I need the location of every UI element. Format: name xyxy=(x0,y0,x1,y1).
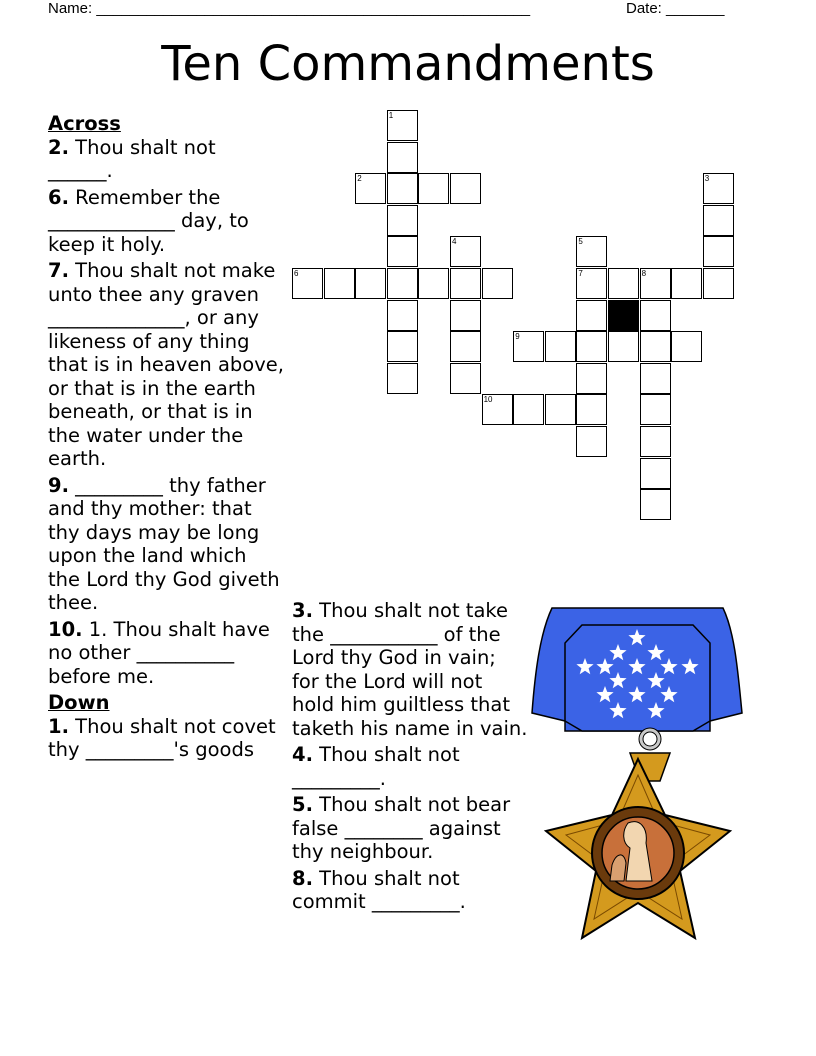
across-clue xyxy=(48,186,284,257)
grid-cell[interactable] xyxy=(355,173,386,204)
name-field-label[interactable]: Name: ____________________________________________________ xyxy=(48,0,531,17)
clue-text: Thou shalt not ______. xyxy=(48,135,216,182)
grid-cell-number: 1 xyxy=(388,111,394,120)
grid-cell[interactable] xyxy=(545,394,576,425)
grid-cell[interactable] xyxy=(450,236,481,267)
grid-black-cell xyxy=(608,300,639,331)
across-clue xyxy=(48,136,284,183)
clue-number: 2. xyxy=(48,135,69,159)
grid-cell[interactable] xyxy=(703,236,734,267)
clue-text: Thou shalt not _________. xyxy=(292,743,460,790)
grid-cell[interactable] xyxy=(545,331,576,362)
clue-text: 1. Thou shalt have no other __________ before me. xyxy=(48,617,270,688)
down-clue xyxy=(292,599,528,740)
grid-cell[interactable] xyxy=(513,331,544,362)
grid-cell-number: 2 xyxy=(357,174,362,184)
grid-cell[interactable] xyxy=(640,394,671,425)
grid-cell[interactable] xyxy=(640,489,671,520)
grid-cell[interactable] xyxy=(450,300,481,331)
grid-cell[interactable] xyxy=(576,236,607,267)
grid-cell[interactable] xyxy=(576,394,607,425)
clue-text: Thou shalt not commit _________. xyxy=(292,866,466,913)
grid-cell[interactable] xyxy=(640,363,671,394)
grid-cell[interactable] xyxy=(671,268,702,299)
grid-cell[interactable] xyxy=(450,331,481,362)
down-clue xyxy=(292,743,528,790)
grid-cell[interactable] xyxy=(387,363,418,394)
grid-cell[interactable] xyxy=(387,300,418,331)
grid-cell[interactable] xyxy=(576,300,607,331)
grid-cell-number: 10 xyxy=(483,395,493,405)
grid-cell[interactable] xyxy=(418,268,449,299)
grid-cell[interactable] xyxy=(387,142,418,173)
clue-number: 8. xyxy=(292,866,313,890)
clue-number: 7. xyxy=(48,259,69,282)
grid-cell[interactable] xyxy=(482,268,513,299)
grid-cell[interactable] xyxy=(703,205,734,236)
medal-of-honor-icon xyxy=(530,603,745,948)
grid-cell-number: 8 xyxy=(641,269,647,278)
across-clue xyxy=(48,618,284,689)
clue-text: Thou shalt not make unto thee any graven ______________, or any likeness of any thing that is in heaven above, or that is in the earth beneath, or that is in the water under the earth. xyxy=(48,259,284,470)
grid-cell[interactable] xyxy=(640,426,671,457)
header-line xyxy=(48,0,748,20)
grid-cell[interactable] xyxy=(576,363,607,394)
clue-number: 5. xyxy=(292,793,313,816)
date-field-label[interactable]: Date: _______ xyxy=(626,0,725,17)
grid-cell[interactable] xyxy=(608,268,639,299)
grid-cell-number: 5 xyxy=(578,237,583,247)
grid-cell[interactable] xyxy=(387,173,418,204)
down-clue xyxy=(48,715,284,762)
clue-number: 3. xyxy=(292,599,313,622)
clue-number: 1. xyxy=(48,714,69,738)
grid-cell[interactable] xyxy=(324,268,355,299)
clue-text: Thou shalt not bear false ________ against thy neighbour. xyxy=(292,793,511,863)
clue-text: Thou shalt not take the ___________ of the Lord thy God in vain; for the Lord will not hold him guiltless that taketh his name in vain. xyxy=(292,599,528,740)
grid-cell[interactable] xyxy=(387,236,418,267)
grid-cell[interactable] xyxy=(482,394,513,425)
grid-cell[interactable] xyxy=(387,331,418,362)
grid-cell-number: 6 xyxy=(294,269,299,278)
suspension-ring-inner xyxy=(641,730,659,748)
grid-cell[interactable] xyxy=(576,426,607,457)
across-clue xyxy=(48,474,284,615)
down-clue xyxy=(292,867,528,914)
grid-cell[interactable] xyxy=(640,331,671,362)
grid-cell[interactable] xyxy=(640,268,671,299)
grid-cell[interactable] xyxy=(450,173,481,204)
down-heading: Down xyxy=(48,691,110,714)
grid-cell[interactable] xyxy=(418,173,449,204)
clue-text: Remember the _____________ day, to keep it holy. xyxy=(48,185,249,256)
grid-cell-number: 7 xyxy=(578,269,583,278)
grid-cell[interactable] xyxy=(387,205,418,236)
grid-cell[interactable] xyxy=(387,110,418,141)
grid-cell[interactable] xyxy=(703,268,734,299)
clue-number: 4. xyxy=(292,743,313,766)
clue-text: _________ thy father and thy mother: that thy days may be long upon the land which the Lord thy God giveth thee. xyxy=(48,473,280,614)
grid-cell[interactable] xyxy=(703,173,734,204)
grid-cell[interactable] xyxy=(387,268,418,299)
grid-cell-number: 4 xyxy=(452,237,457,247)
clue-number: 6. xyxy=(48,185,69,209)
grid-cell[interactable] xyxy=(355,268,386,299)
clues-right-column xyxy=(292,599,528,917)
clues-left-column xyxy=(48,112,284,765)
clue-number: 10. xyxy=(48,617,83,641)
grid-cell[interactable] xyxy=(671,331,702,362)
grid-cell[interactable] xyxy=(608,331,639,362)
across-clue xyxy=(48,259,284,471)
across-heading: Across xyxy=(48,112,121,135)
grid-cell[interactable] xyxy=(576,268,607,299)
clue-text: Thou shalt not covet thy _________'s goods xyxy=(48,714,276,761)
grid-cell[interactable] xyxy=(640,458,671,489)
clue-number: 9. xyxy=(48,473,69,497)
page-title: Ten Commandments xyxy=(161,36,655,92)
grid-cell[interactable] xyxy=(292,268,323,299)
grid-cell-number: 3 xyxy=(704,174,710,184)
grid-cell-number: 9 xyxy=(515,332,520,342)
grid-cell[interactable] xyxy=(576,331,607,362)
down-clue xyxy=(292,793,528,864)
grid-cell[interactable] xyxy=(640,300,671,331)
grid-cell[interactable] xyxy=(450,268,481,299)
grid-cell[interactable] xyxy=(513,394,544,425)
grid-cell[interactable] xyxy=(450,363,481,394)
